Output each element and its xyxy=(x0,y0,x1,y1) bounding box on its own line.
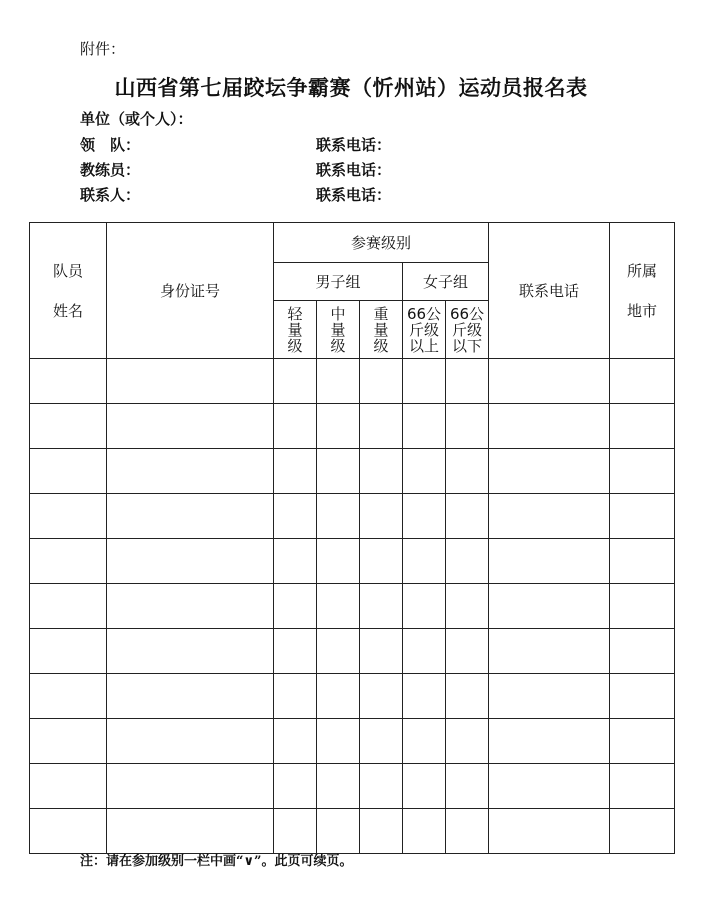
header-athlete-name xyxy=(30,223,107,359)
female-above-66kg-cell[interactable] xyxy=(403,494,446,539)
unit-label: 单位（或个人）： xyxy=(80,110,193,128)
lightweight-cell[interactable] xyxy=(274,449,317,494)
page-title: 山西省第七届跤坛争霸赛（忻州站）运动员报名表 xyxy=(114,75,588,100)
lightweight-cell[interactable] xyxy=(274,764,317,809)
city-cell[interactable] xyxy=(610,674,675,719)
id-cell[interactable] xyxy=(107,719,274,764)
table-row xyxy=(30,539,675,584)
female-below-66kg-cell[interactable] xyxy=(446,449,489,494)
city-cell[interactable] xyxy=(610,359,675,404)
middleweight-cell[interactable] xyxy=(317,449,360,494)
heavyweight-cell[interactable] xyxy=(360,494,403,539)
table-row xyxy=(30,674,675,719)
middleweight-cell[interactable] xyxy=(317,584,360,629)
footnote: 注：请在参加级别一栏中画“∨”。此页可续页。 xyxy=(80,854,353,869)
heavyweight-cell[interactable] xyxy=(360,584,403,629)
name-cell[interactable] xyxy=(30,359,107,404)
contact-phone-label: 联系电话： xyxy=(316,186,392,204)
female-below-66kg-cell[interactable] xyxy=(446,629,489,674)
city-cell[interactable] xyxy=(610,629,675,674)
female-below-66kg-cell[interactable] xyxy=(446,359,489,404)
table-row xyxy=(30,764,675,809)
phone-cell[interactable] xyxy=(489,719,610,764)
female-above-66kg-cell[interactable] xyxy=(403,359,446,404)
female-below-66kg-cell[interactable] xyxy=(446,764,489,809)
female-below-66kg-cell[interactable] xyxy=(446,539,489,584)
table-row xyxy=(30,584,675,629)
city-cell[interactable] xyxy=(610,719,675,764)
id-cell[interactable] xyxy=(107,584,274,629)
coach-label: 教练员： xyxy=(80,161,141,179)
middleweight-cell[interactable] xyxy=(317,404,360,449)
phone-cell[interactable] xyxy=(489,539,610,584)
header-heavyweight: 重 量 级 xyxy=(360,301,403,359)
middleweight-cell[interactable] xyxy=(317,494,360,539)
name-cell[interactable] xyxy=(30,719,107,764)
phone-cell[interactable] xyxy=(489,359,610,404)
id-cell[interactable] xyxy=(107,494,274,539)
contact-person-label: 联系人： xyxy=(80,186,141,204)
phone-cell[interactable] xyxy=(489,764,610,809)
name-cell[interactable] xyxy=(30,539,107,584)
lightweight-cell[interactable] xyxy=(274,494,317,539)
name-cell[interactable] xyxy=(30,449,107,494)
heavyweight-cell[interactable] xyxy=(360,809,403,854)
lightweight-cell[interactable] xyxy=(274,584,317,629)
city-cell[interactable] xyxy=(610,494,675,539)
header-male-group: 男子组 xyxy=(274,263,403,301)
header-female-above-66kg: 66公 斤级 以上 xyxy=(403,301,446,359)
middleweight-cell[interactable] xyxy=(317,719,360,764)
header-id-number: 身份证号 xyxy=(107,223,274,359)
header-phone: 联系电话 xyxy=(489,223,610,359)
id-cell[interactable] xyxy=(107,809,274,854)
heavyweight-cell[interactable] xyxy=(360,449,403,494)
city-cell[interactable] xyxy=(610,764,675,809)
id-cell[interactable] xyxy=(107,359,274,404)
female-above-66kg-cell[interactable] xyxy=(403,629,446,674)
female-below-66kg-cell[interactable] xyxy=(446,674,489,719)
leader-label: 领 队： xyxy=(80,136,141,154)
name-cell[interactable] xyxy=(30,404,107,449)
table-row xyxy=(30,404,675,449)
phone-cell[interactable] xyxy=(489,584,610,629)
id-cell[interactable] xyxy=(107,539,274,584)
leader-phone-label: 联系电话： xyxy=(316,136,392,154)
middleweight-cell[interactable] xyxy=(317,674,360,719)
female-below-66kg-cell[interactable] xyxy=(446,494,489,539)
id-cell[interactable] xyxy=(107,764,274,809)
female-below-66kg-cell[interactable] xyxy=(446,404,489,449)
header-lightweight: 轻 量 级 xyxy=(274,301,317,359)
lightweight-cell[interactable] xyxy=(274,404,317,449)
table-row xyxy=(30,449,675,494)
header-middleweight: 中 量 级 xyxy=(317,301,360,359)
heavyweight-cell[interactable] xyxy=(360,629,403,674)
female-below-66kg-cell[interactable] xyxy=(446,719,489,764)
name-cell[interactable] xyxy=(30,629,107,674)
name-cell[interactable] xyxy=(30,674,107,719)
city-cell[interactable] xyxy=(610,539,675,584)
header-female-below-66kg: 66公 斤级 以下 xyxy=(446,301,489,359)
name-cell[interactable] xyxy=(30,809,107,854)
heavyweight-cell[interactable] xyxy=(360,719,403,764)
phone-cell[interactable] xyxy=(489,674,610,719)
city-cell[interactable] xyxy=(610,404,675,449)
middleweight-cell[interactable] xyxy=(317,629,360,674)
heavyweight-cell[interactable] xyxy=(360,674,403,719)
header-athlete-name-text: 队员 姓名 xyxy=(52,261,83,320)
phone-cell[interactable] xyxy=(489,629,610,674)
header-city xyxy=(610,223,675,359)
female-above-66kg-cell[interactable] xyxy=(403,764,446,809)
female-below-66kg-cell[interactable] xyxy=(446,584,489,629)
heavyweight-cell[interactable] xyxy=(360,359,403,404)
middleweight-cell[interactable] xyxy=(317,764,360,809)
phone-cell[interactable] xyxy=(489,494,610,539)
header-category: 参赛级别 xyxy=(274,223,489,263)
heavyweight-cell[interactable] xyxy=(360,764,403,809)
female-above-66kg-cell[interactable] xyxy=(403,719,446,764)
table-row xyxy=(30,629,675,674)
lightweight-cell[interactable] xyxy=(274,809,317,854)
name-cell[interactable] xyxy=(30,584,107,629)
phone-cell[interactable] xyxy=(489,404,610,449)
registration-table xyxy=(29,222,675,854)
lightweight-cell[interactable] xyxy=(274,719,317,764)
female-above-66kg-cell[interactable] xyxy=(403,449,446,494)
middleweight-cell[interactable] xyxy=(317,809,360,854)
header-city-text: 所属 地市 xyxy=(626,261,657,320)
female-above-66kg-cell[interactable] xyxy=(403,404,446,449)
name-cell[interactable] xyxy=(30,764,107,809)
table-row xyxy=(30,809,675,854)
lightweight-cell[interactable] xyxy=(274,674,317,719)
heavyweight-cell[interactable] xyxy=(360,539,403,584)
coach-phone-label: 联系电话： xyxy=(316,161,392,179)
id-cell[interactable] xyxy=(107,449,274,494)
female-above-66kg-cell[interactable] xyxy=(403,674,446,719)
phone-cell[interactable] xyxy=(489,809,610,854)
header-female-group: 女子组 xyxy=(403,263,489,301)
middleweight-cell[interactable] xyxy=(317,359,360,404)
city-cell[interactable] xyxy=(610,584,675,629)
female-above-66kg-cell[interactable] xyxy=(403,584,446,629)
heavyweight-cell[interactable] xyxy=(360,404,403,449)
phone-cell[interactable] xyxy=(489,449,610,494)
table-row xyxy=(30,719,675,764)
id-cell[interactable] xyxy=(107,404,274,449)
female-below-66kg-cell[interactable] xyxy=(446,809,489,854)
lightweight-cell[interactable] xyxy=(274,629,317,674)
female-above-66kg-cell[interactable] xyxy=(403,809,446,854)
id-cell[interactable] xyxy=(107,629,274,674)
attachment-label: 附件： xyxy=(80,40,126,58)
id-cell[interactable] xyxy=(107,674,274,719)
middleweight-cell[interactable] xyxy=(317,539,360,584)
table-row xyxy=(30,494,675,539)
city-cell[interactable] xyxy=(610,449,675,494)
table-row xyxy=(30,359,675,404)
lightweight-cell[interactable] xyxy=(274,359,317,404)
name-cell[interactable] xyxy=(30,494,107,539)
female-above-66kg-cell[interactable] xyxy=(403,539,446,584)
city-cell[interactable] xyxy=(610,809,675,854)
lightweight-cell[interactable] xyxy=(274,539,317,584)
